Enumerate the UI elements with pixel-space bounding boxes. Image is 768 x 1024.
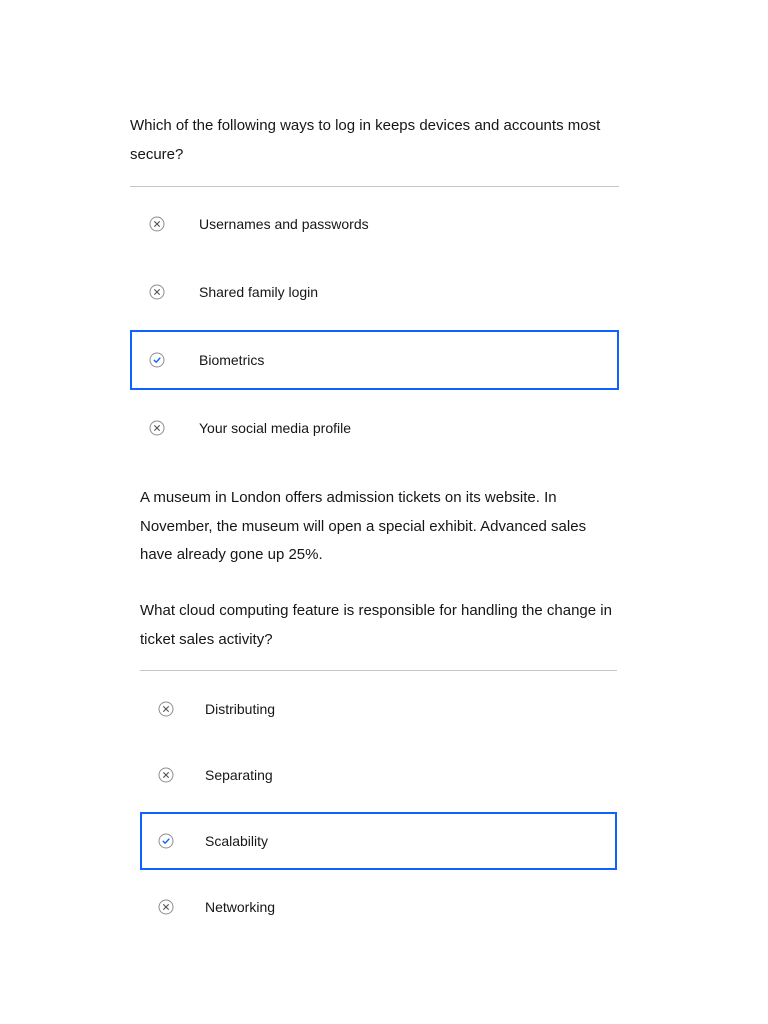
close-circle-icon [149, 216, 165, 232]
question-2-divider [140, 670, 617, 671]
close-circle-icon [158, 899, 174, 915]
question-2-text: What cloud computing feature is responsible for handling the change in ticket sales activity? [140, 602, 612, 648]
option-label: Distributing [205, 701, 276, 717]
question-1-option-usernames-passwords[interactable] [130, 194, 619, 254]
question-2-option-scalability[interactable] [140, 812, 617, 870]
question-2-option-networking[interactable] [140, 878, 617, 936]
close-circle-icon [149, 420, 165, 436]
question-1-options [130, 194, 619, 466]
question-2-options [140, 680, 617, 944]
close-circle-icon [158, 767, 174, 783]
question-1-option-social-media-profile[interactable] [130, 398, 619, 458]
option-label: Networking [205, 899, 276, 915]
checkmark-circle-icon [158, 833, 174, 849]
option-label: Usernames and passwords [199, 216, 369, 232]
checkmark-circle-icon [149, 352, 165, 368]
option-label: Your social media profile [199, 420, 352, 436]
question-2-context: A museum in London offers admission tickets on its website. In November, the museum will open a special exhibit. Advanced sales have already gone up 25%. [140, 489, 587, 563]
close-circle-icon [158, 701, 174, 717]
question-1-divider [130, 186, 619, 187]
question-1-option-shared-family-login[interactable] [130, 262, 619, 322]
close-circle-icon [149, 284, 165, 300]
option-label: Shared family login [199, 284, 319, 300]
question-1-text: Which of the following ways to log in keeps devices and accounts most secure? [130, 117, 601, 163]
question-2-option-separating[interactable] [140, 746, 617, 804]
question-1-option-biometrics[interactable] [130, 330, 619, 390]
option-label: Biometrics [199, 352, 265, 368]
question-2-option-distributing[interactable] [140, 680, 617, 738]
option-label: Separating [205, 767, 273, 783]
option-label: Scalability [205, 833, 269, 849]
